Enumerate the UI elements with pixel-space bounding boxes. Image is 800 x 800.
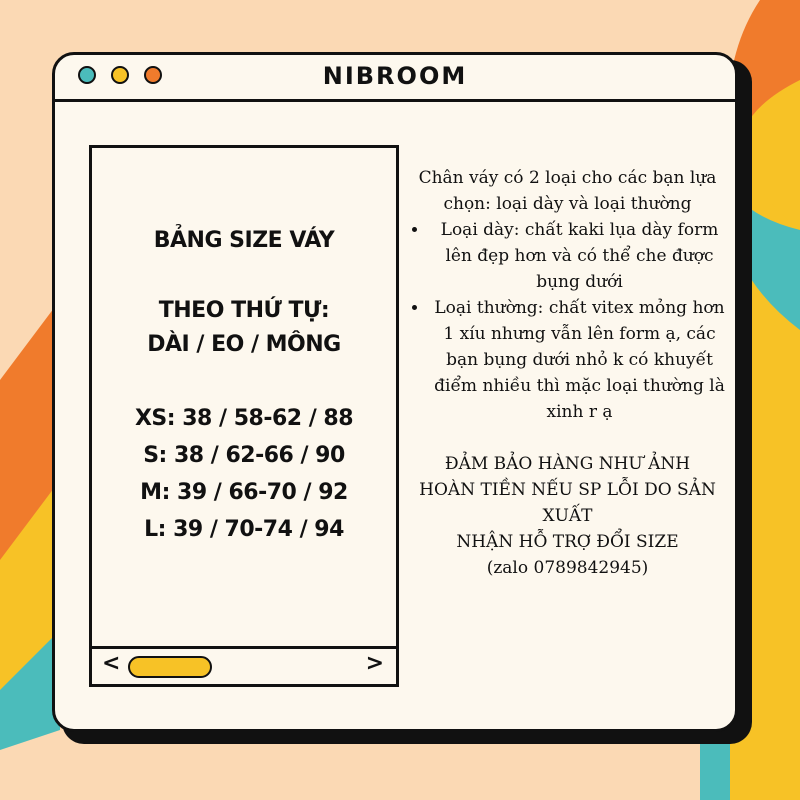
size-chart-panel bbox=[89, 145, 399, 687]
description-column bbox=[405, 165, 730, 581]
size-row-m: M: 39 / 66-70 / 92 bbox=[140, 480, 348, 505]
guarantee-line-2: HOÀN TIỀN NẾU SP LỖI DO SẢN XUẤT bbox=[419, 480, 716, 526]
zalo-contact: (zalo 0789842945) bbox=[486, 558, 649, 578]
guarantee-line-1: ĐẢM BẢO HÀNG NHƯ ẢNH bbox=[444, 454, 691, 474]
scrollbar-thumb[interactable] bbox=[128, 656, 212, 678]
size-chart-content bbox=[92, 226, 396, 548]
description-intro: Chân váy có 2 loại cho các bạn lựa chọn: loại dày và loại thường bbox=[418, 168, 717, 214]
size-list bbox=[92, 400, 396, 548]
size-row-s: S: 38 / 62-66 / 90 bbox=[143, 443, 345, 468]
size-chart-heading: BẢNG SIZE VÁY bbox=[153, 228, 335, 253]
size-row-l: L: 39 / 70-74 / 94 bbox=[144, 517, 344, 542]
title-bar bbox=[55, 55, 735, 102]
size-order-line2: DÀI / EO / MÔNG bbox=[147, 332, 341, 357]
app-window bbox=[52, 52, 738, 732]
size-order-label bbox=[92, 294, 396, 362]
chevron-left-icon[interactable]: < bbox=[102, 651, 121, 676]
guarantee-block bbox=[405, 451, 730, 581]
guarantee-line-3: NHẬN HỖ TRỢ ĐỔI SIZE bbox=[456, 532, 679, 552]
size-row-xs: XS: 38 / 58-62 / 88 bbox=[134, 406, 354, 431]
horizontal-scrollbar[interactable] bbox=[92, 646, 396, 684]
description-bullets bbox=[405, 217, 730, 425]
size-order-line1: THEO THỨ TỰ: bbox=[158, 298, 330, 323]
bullet-regular-fabric: • Loại thường: chất vitex mỏng hơn 1 xíu nhưng vẫn lên form ạ, các bạn bụng dưới nhỏ k có khuyết điểm nhiều thì mặc loại thường là xinh r ạ bbox=[429, 295, 730, 425]
window-title: NIBROOM bbox=[322, 62, 468, 90]
bullet-thick-fabric: • Loại dày: chất kaki lụa dày form lên đẹp hơn và có thể che được bụng dưới bbox=[429, 217, 730, 295]
chevron-right-icon[interactable]: > bbox=[365, 651, 384, 676]
